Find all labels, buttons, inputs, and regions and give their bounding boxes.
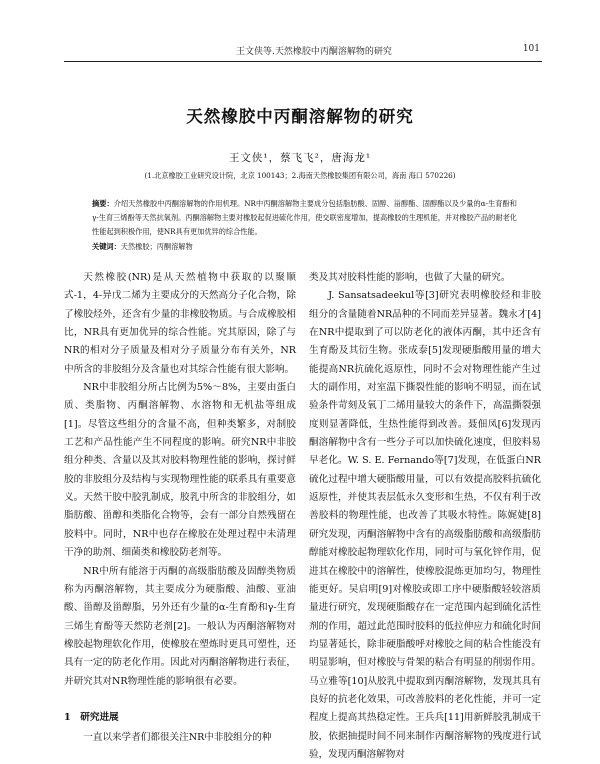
keywords-text: 天然橡胶；丙酮溶解物 xyxy=(120,242,193,251)
body-paragraph: NR中所有能溶于丙酮的高级脂肪酸及固醇类物质称为丙酮溶解物，其主要成分为硬脂酸、油酸、亚油酸、甾醇及甾醇脂，另外还有少量的α-生育酚和γ-生育三烯生育酚等天然防老剂[2]。一般认为丙酮溶解物对橡胶起物理软化作用，使橡胶在塑炼时更具可塑性，还具有一定的防老化作用。因此对丙酮溶解物进行表征，并研究其对NR物理性能的影响很有必要。 xyxy=(64,565,296,687)
abstract-label: 摘要： xyxy=(92,199,114,208)
running-title: 王文侠等.天然橡胶中丙酮溶解物的研究 xyxy=(236,47,392,57)
body-paragraph: 类及其对胶料性能的影响，也做了大量的研究。 xyxy=(309,272,511,283)
body-paragraph: J. Sansatsadeekul等[3]研究表明橡胶烃和非胶组分的含量随着NR品种的不同而差异显著。魏永才[4]在NR中提取到了可以防老化的液体丙酮，其中还含有生育酚及其衍生物。张成泰[5]发现硬脂酸用量的增大能提高NR抗硫化返原性，同时不会对物理性能产生过大的副作用，对室温下撕裂性能的影响不明显，而在试验条件苛刻及氧丁二烯用量较大的条件下，高温撕裂强度则显著降低，生热性能得到改善。聂佃凤[6]发现丙酮溶解物中含有一些分子可以加快硫化速度，但胶料易早老化。W. S. E. Fernando等[7]发现，在低蛋白NR硫化过程中增大硬脂酸用量，可以有效提高胶料抗硫化返原性，并使其表层低永久变形和生热，不仅有利于改善胶料的物理性能，也改善了其吸水特性。陈娓婕[8]研究发现，丙酮溶解物中含有的高级脂肪酸和高级脂肪醇能对橡胶起物理软化作用，同时可与氧化锌作用，促进其在橡胶中的溶解性，使橡胶混炼更加均匀，物理性能更好。吴启明[9]对橡胶或即工序中硬脂酸轻较溶质量进行研究，发现硬脂酸存在一定范围内起到硫化活性剂的作用，超过此范围时胶料的低拉伸应力和硫化时间均显著延长，除非硬脂酸呼对橡胶之间的粘合性能没有明显影响，但对橡胶与骨架的粘合有明显的削弱作用。马立雅等[10]从胶乳中提取到丙酮溶解物，发现其具有良好的抗老化效果，可改善胶料的老化性能，并可一定程度上提高其热稳定性。王兵兵[11]用新鲜胶乳制成干胶，依据抽提时间不同来制作丙酮溶解物的残度进行试验，发现丙酮溶解物对 xyxy=(309,290,541,760)
keywords-label: 关键词： xyxy=(92,242,121,251)
author-list: 王文侠¹，蔡飞飞²，唐海龙¹ xyxy=(228,152,372,164)
keywords xyxy=(92,240,517,254)
header-rule xyxy=(64,61,542,62)
body-paragraph: 天然橡胶(NR)是从天然植物中获取的以聚顺式-1，4-异戊二烯为主要成分的天然高分子化合物，除了橡胶烃外，还含有少量的非橡胶物质。与合成橡胶相比，NR具有更加优异的综合性能。究其原因，除了与NR的相对分子质量及相对分子质量分布有关外，NR中所含的非胶组分及含量也对其综合性能有很大影响。 xyxy=(64,272,296,375)
right-column xyxy=(309,269,541,764)
left-column xyxy=(64,269,296,691)
body-paragraph: NR中非胶组分所占比例为5%～8%，主要由蛋白质、类脂物、丙酮溶解物、水溶物和无机盐等组成[1]。尽管这些组分的含量不高，但种类繁多，对制胶工艺和产品性能产生不同程度的影响。研究NR中非胶组分种类、含量以及其对胶料物理性能的影响，探讨鲜胶的非胶组分及结构与实现物理性能的联系具有重要意义。天然干胶中胶乳制成，胶乳中所含的非胶组分，如脂肪酸、甾醇和类脂化合物等，会有一部分自然残留在胶料中。同时，NR中也存在橡胶在处理过程中未清理干净的助剂、细菌类和橡胶防老剂等。 xyxy=(64,382,296,559)
paper-title: 天然橡胶中丙酮溶解物的研究 xyxy=(186,107,414,126)
abstract-text: 介绍天然橡胶中丙酮溶解物的作用机理。NR中丙酮溶解物主要成分包括脂肪酸、固醇、甾醇酯、固醇酯以及少量的α-生育酚和γ-生育三烯酚等天然抗氧剂。丙酮溶解物主要对橡胶起促进硫化作用，使交联密度增加，提高橡胶的生理机能，并对橡胶产品的耐老化性能起到积极作用，使NR具有更加优异的综合性能。 xyxy=(92,199,517,236)
page-number: 101 xyxy=(522,44,540,54)
body-paragraph: 一直以来学者们都很关注NR中非胶组分的种 xyxy=(83,732,272,743)
running-header xyxy=(64,44,542,58)
affiliation: (1.北京橡胶工业研究设计院，北京 100143；2.海南天然橡胶集团有限公司，海南 海口 570226) xyxy=(144,171,456,180)
abstract xyxy=(92,197,517,239)
section-heading: 1 研究进展 xyxy=(64,712,119,723)
